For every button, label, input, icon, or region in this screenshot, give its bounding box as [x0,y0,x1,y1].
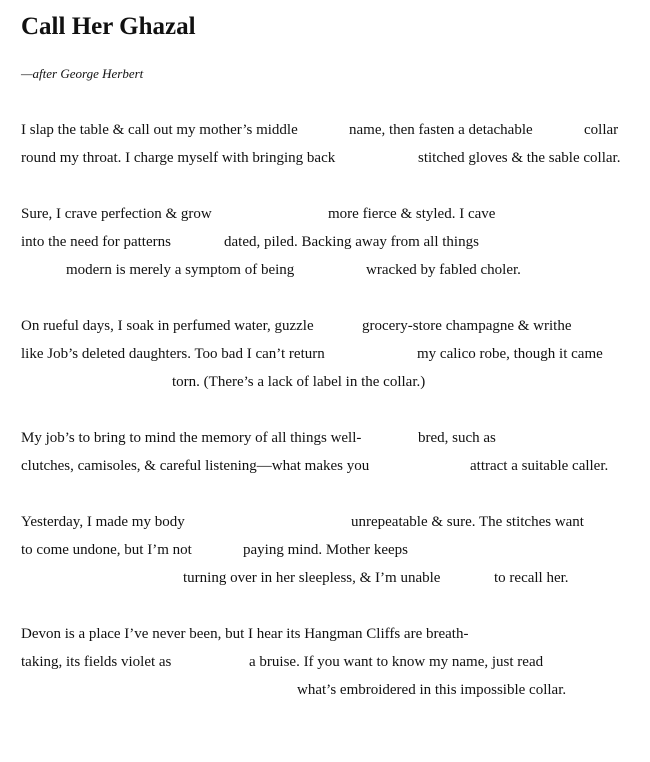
line-segment: paying mind. Mother keeps [243,542,408,558]
line-segment: more fierce & styled. I cave [328,206,496,222]
line-segment: On rueful days, I soak in perfumed water, guzzle [21,318,314,334]
line-segment: like Job’s deleted daughters. Too bad I can’t return [21,346,325,362]
line-segment: to recall her. [494,570,569,586]
epigraph: —after George Herbert [21,66,144,81]
line-segment: turning over in her sleepless, & I’m unable [183,570,441,586]
line-segment: wracked by fabled choler. [366,262,521,278]
line-segment: dated, piled. Backing away from all things [224,234,479,250]
line-segment: collar [584,122,619,138]
line-segment: name, then fasten a detachable [349,122,533,138]
line-segment: modern is merely a symptom of being [66,262,295,278]
line-segment: a bruise. If you want to know my name, just read [249,654,544,670]
line-segment: Yesterday, I made my body [21,514,185,530]
poem-title: Call Her Ghazal [21,13,196,40]
line-segment: to come undone, but I’m not [21,542,192,558]
line-segment: taking, its fields violet as [21,654,172,670]
line-segment: clutches, camisoles, & careful listening—what makes you [21,458,370,474]
line-segment: what’s embroidered in this impossible collar. [297,682,567,698]
line-segment: stitched gloves & the sable collar. [418,150,621,166]
line-segment: unrepeatable & sure. The stitches want [351,514,584,530]
line-segment: my calico robe, though it came [417,346,603,362]
line-segment: Sure, I crave perfection & grow [21,206,212,222]
line-segment: grocery-store champagne & writhe [362,318,572,334]
line-segment: Devon is a place I’ve never been, but I hear its Hangman Cliffs are breath- [21,626,469,642]
line-segment: into the need for patterns [21,234,171,250]
line-segment: bred, such as [418,430,496,446]
line-segment: torn. (There’s a lack of label in the collar.) [172,374,426,390]
line-segment: I slap the table & call out my mother’s middle [21,122,298,138]
line-segment: attract a suitable caller. [470,458,609,474]
line-segment: My job’s to bring to mind the memory of all things well- [21,430,362,446]
line-segment: round my throat. I charge myself with bringing back [21,150,336,166]
